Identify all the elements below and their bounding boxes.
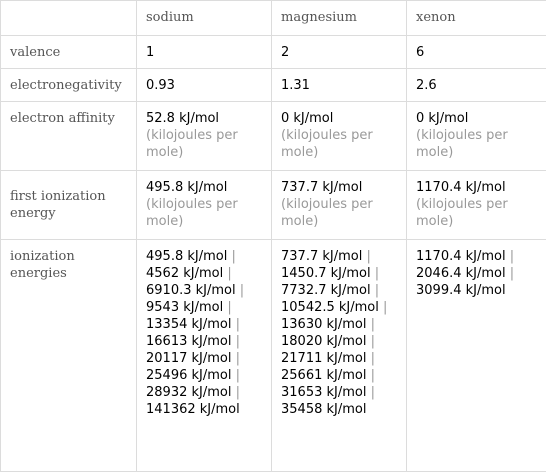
row-label-ionization-energies: ionization energies — [1, 240, 137, 472]
electron-affinity-sodium — [137, 102, 272, 171]
electron-affinity-magnesium — [272, 102, 407, 171]
separator-pipe: | — [370, 351, 375, 366]
first-ionization-energy-xenon — [407, 171, 546, 240]
value-text: 0 kJ/mol — [416, 111, 469, 126]
table-row-electronegativity — [1, 69, 546, 102]
ionization-energy-value: 13354 kJ/mol — [146, 317, 232, 332]
ionization-energy-value: 25496 kJ/mol — [146, 368, 232, 383]
separator-pipe: | — [235, 317, 240, 332]
ionization-energies-magnesium — [272, 240, 407, 472]
ionization-energy-value: 6910.3 kJ/mol — [146, 283, 236, 298]
separator-pipe: | — [374, 266, 380, 281]
value-text: 52.8 kJ/mol — [146, 111, 220, 126]
value-text: 0 kJ/mol — [281, 111, 334, 126]
ionization-energy-value: 737.7 kJ/mol — [281, 249, 363, 264]
electronegativity-sodium: 0.93 — [137, 69, 272, 102]
table-row-valence — [1, 36, 546, 69]
ionization-energy-value: 16613 kJ/mol — [146, 334, 232, 349]
separator-pipe: | — [235, 351, 240, 366]
unit-note: (kilojoules per mole) — [416, 197, 508, 229]
ionization-energies-sodium — [137, 240, 272, 472]
header-row — [1, 1, 546, 36]
separator-pipe: | — [227, 266, 232, 281]
ionization-energy-value: 21711 kJ/mol — [281, 351, 367, 366]
ionization-energy-value: 13630 kJ/mol — [281, 317, 367, 332]
separator-pipe: | — [509, 266, 515, 281]
separator-pipe: | — [235, 368, 240, 383]
ionization-energy-value: 141362 kJ/mol — [146, 402, 240, 417]
separator-pipe: | — [366, 249, 371, 264]
value-text: 495.8 kJ/mol — [146, 180, 228, 195]
corner-cell — [1, 1, 137, 36]
unit-note: (kilojoules per mole) — [416, 128, 508, 160]
unit-note: (kilojoules per mole) — [281, 128, 373, 160]
ionization-energies-xenon — [407, 240, 546, 472]
unit-note: (kilojoules per mole) — [146, 128, 238, 160]
ionization-energy-value: 25661 kJ/mol — [281, 368, 367, 383]
valence-xenon: 6 — [407, 36, 546, 69]
ionization-energy-value: 20117 kJ/mol — [146, 351, 232, 366]
ionization-energy-value: 4562 kJ/mol — [146, 266, 224, 281]
electron-affinity-xenon — [407, 102, 546, 171]
value-text: 737.7 kJ/mol — [281, 180, 363, 195]
row-label-electron-affinity: electron affinity — [1, 102, 137, 171]
column-header-xenon: xenon — [407, 1, 546, 36]
unit-note: (kilojoules per mole) — [146, 197, 238, 229]
separator-pipe: | — [509, 249, 515, 264]
row-label-first-ionization-energy: first ionization energy — [1, 171, 137, 240]
value-text: 1170.4 kJ/mol — [416, 180, 506, 195]
separator-pipe: | — [227, 300, 232, 315]
ionization-energy-value: 31653 kJ/mol — [281, 385, 367, 400]
row-label-electronegativity: electronegativity — [1, 69, 137, 102]
ionization-energy-value: 18020 kJ/mol — [281, 334, 367, 349]
unit-note: (kilojoules per mole) — [281, 197, 373, 229]
ionization-energy-value: 1170.4 kJ/mol — [416, 249, 506, 264]
ionization-energy-value: 10542.5 kJ/mol — [281, 300, 379, 315]
first-ionization-energy-magnesium — [272, 171, 407, 240]
table-row-ionization-energies — [1, 240, 546, 472]
ionization-energy-value: 7732.7 kJ/mol — [281, 283, 371, 298]
separator-pipe: | — [235, 385, 240, 400]
column-header-sodium: sodium — [137, 1, 272, 36]
electronegativity-xenon: 2.6 — [407, 69, 546, 102]
first-ionization-energy-sodium — [137, 171, 272, 240]
separator-pipe: | — [370, 385, 375, 400]
ionization-energy-value: 495.8 kJ/mol — [146, 249, 228, 264]
separator-pipe: | — [235, 334, 240, 349]
column-header-magnesium: magnesium — [272, 1, 407, 36]
ionization-energy-value: 1450.7 kJ/mol — [281, 266, 371, 281]
separator-pipe: | — [231, 249, 236, 264]
ionization-energy-value: 2046.4 kJ/mol — [416, 266, 506, 281]
ionization-energy-value: 35458 kJ/mol — [281, 402, 367, 417]
valence-sodium: 1 — [137, 36, 272, 69]
separator-pipe: | — [370, 334, 375, 349]
ionization-energy-value: 9543 kJ/mol — [146, 300, 224, 315]
ionization-energy-value: 28932 kJ/mol — [146, 385, 232, 400]
valence-magnesium: 2 — [272, 36, 407, 69]
separator-pipe: | — [383, 300, 388, 315]
separator-pipe: | — [374, 283, 380, 298]
separator-pipe: | — [370, 368, 375, 383]
table-row-first-ionization-energy — [1, 171, 546, 240]
ionization-energy-value: 3099.4 kJ/mol — [416, 283, 506, 298]
row-label-valence: valence — [1, 36, 137, 69]
table-row-electron-affinity — [1, 102, 546, 171]
separator-pipe: | — [239, 283, 245, 298]
separator-pipe: | — [370, 317, 375, 332]
electronegativity-magnesium: 1.31 — [272, 69, 407, 102]
